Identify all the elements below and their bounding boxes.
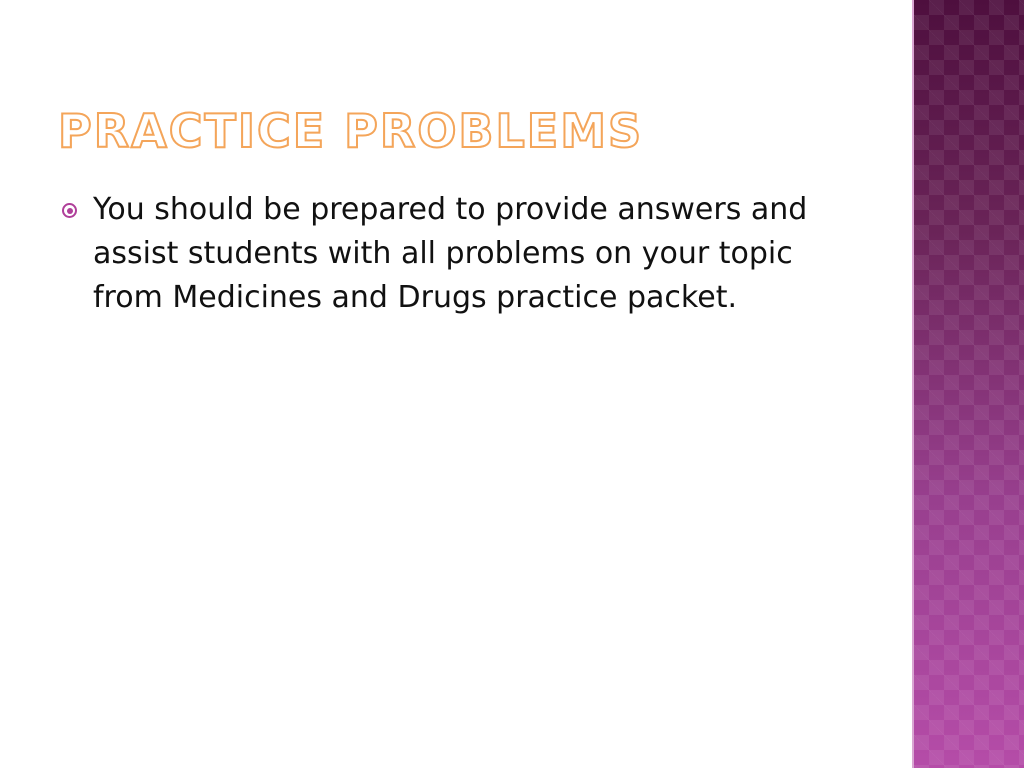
- slide-title-text: PRACTICE PROBLEMS: [58, 104, 644, 158]
- bullet-item: [62, 188, 862, 320]
- slide-title: [58, 104, 643, 158]
- slide-content: [62, 188, 862, 320]
- bullet-text: You should be prepared to provide answers and assist students with all problems on your topic from Medicines and Drugs practice packet.: [93, 192, 808, 315]
- circle-bullet-icon: [62, 203, 77, 218]
- decorative-side-band: [912, 0, 1024, 768]
